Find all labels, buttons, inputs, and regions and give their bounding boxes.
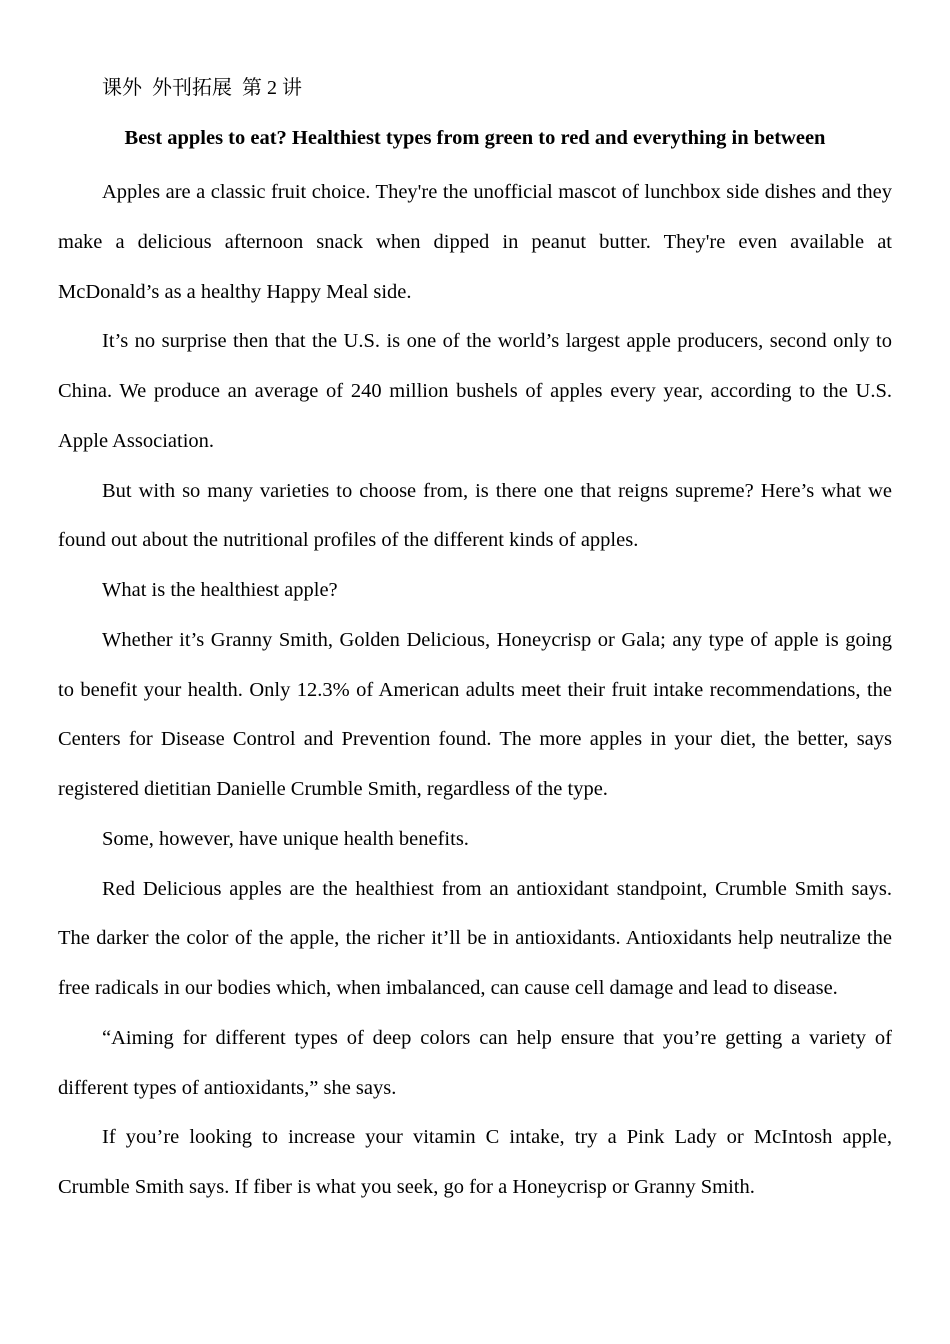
document-page <box>58 68 892 1213</box>
paragraph-red-delicious: Red Delicious apples are the healthiest from an antioxidant standpoint, Crumble Smith says. The darker the color of the apple, the richer it’ll be in antioxidants. Antioxidants help neutralize the free radicals in our bodies which, when imbalanced, can cause cell damage and lead to disease. <box>58 877 892 999</box>
paragraph-quote: “Aiming for different types of deep colors can help ensure that you’re getting a variety of different types of antioxidants,” she says. <box>58 1026 892 1099</box>
paragraph-unique-benefits: Some, however, have unique health benefits. <box>102 827 469 850</box>
paragraph-intro: Apples are a classic fruit choice. They're the unofficial mascot of lunchbox side dishes and they make a delicious afternoon snack when dipped in peanut butter. They're even available at McDonald’s as a healthy Happy Meal side. <box>58 181 892 303</box>
course-header: 课外 外刊拓展 第 2 讲 <box>102 77 302 99</box>
article-title: Best apples to eat? Healthiest types from green to red and everything in between <box>124 127 826 149</box>
paragraph-vitamin-fiber: If you’re looking to increase your vitamin C intake, try a Pink Lady or McIntosh apple, Crumble Smith says. If fiber is what you seek, go for a Honeycrisp or Granny Smith. <box>58 1126 892 1198</box>
section-heading-healthiest: What is the healthiest apple? <box>102 579 338 601</box>
paragraph-production: It’s no surprise then that the U.S. is one of the world’s largest apple producers, second only to China. We produce an average of 240 million bushels of apples every year, according to the U.S. Apple Association. <box>58 330 892 452</box>
paragraph-varieties: But with so many varieties to choose from, is there one that reigns supreme? Here’s what we found out about the nutritional profiles of the different kinds of apples. <box>58 479 892 552</box>
paragraph-any-type: Whether it’s Granny Smith, Golden Delicious, Honeycrisp or Gala; any type of apple is going to benefit your health. Only 12.3% of American adults meet their fruit intake recommendations, the Centers for Disease Control and Prevention found. The more apples in your diet, the better, says registered dietitian Danielle Crumble Smith, regardless of the type. <box>58 628 892 800</box>
